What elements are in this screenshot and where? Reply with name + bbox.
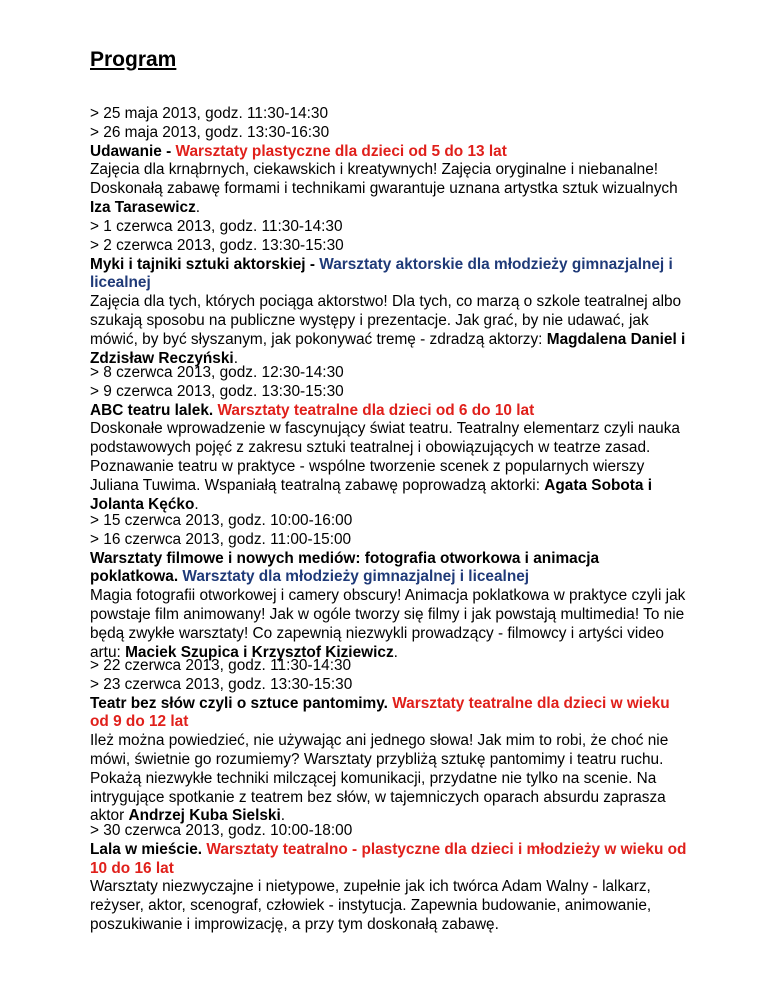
event-date: > 1 czerwca 2013, godz. 11:30-14:30	[90, 218, 343, 235]
event-desc-text: Zajęcia dla tych, których pociąga aktorstwo! Dla tych, co marzą o szkole teatralnej albo szukają sposobu na publiczne występy i prezentacje. Jak grać, by nie udawać, jak mówić, by być słyszanym, jak pokonywać tremę - zdradzą aktorzy:	[90, 293, 682, 348]
event-desc-text: Magia fotografii otworkowej i camery obscury! Animacja poklatkowa w praktyce czyli jak powstaje film animowany! Jak w ogóle tworzy się filmy i jak powstają multimedia! To nie będą zwykłe warsztaty! Co zapewnią niezwykli prowadzący - filmowcy i artyści video artu:	[90, 587, 686, 661]
event-name: Myki i tajniki sztuki aktorskiej -	[90, 255, 320, 273]
event-date: > 25 maja 2013, godz. 11:30-14:30	[90, 105, 329, 122]
event-date: > 15 czerwca 2013, godz. 10:00-16:00	[90, 512, 353, 529]
event-name: ABC teatru lalek.	[90, 401, 218, 419]
event-name: Teatr bez słów czyli o sztuce pantomimy.	[90, 694, 393, 712]
event-instructors: Andrzej Kuba Sielski	[128, 807, 281, 825]
event-section	[90, 218, 690, 368]
event-instructors: Iza Tarasewicz	[90, 198, 196, 216]
event-section	[90, 822, 690, 935]
event-desc-text: Ileż można powiedzieć, nie używając ani jednego słowa! Jak mim to robi, że choć nie mówi, świetnie go rozumiemy? Warsztaty przybliżą sztukę pantomimy i teatru ruchu. Pokażą niezwykłe techniki milczącej komunikacji, przydatne nie tylko na scenie. Na intrygujące spotkanie z teatrem bez słów, w tajemniczych oparach absurdu zaprasza aktor	[90, 732, 669, 825]
event-heading	[90, 256, 690, 294]
event-date: > 26 maja 2013, godz. 13:30-16:30	[90, 123, 330, 141]
event-desc-end: .	[280, 807, 286, 825]
event-date: > 2 czerwca 2013, godz. 13:30-15:30	[90, 236, 344, 254]
event-name: Lala w mieście.	[90, 840, 207, 858]
event-date: > 22 czerwca 2013, godz. 11:30-14:30	[90, 657, 352, 674]
event-date: > 9 czerwca 2013, godz. 13:30-15:30	[90, 382, 344, 400]
event-instructors: Magdalena Daniel i Zdzisław Reczyński	[90, 330, 686, 367]
event-desc-end: .	[194, 495, 199, 513]
event-heading	[90, 550, 690, 588]
event-desc-end: .	[195, 198, 201, 216]
event-date: > 8 czerwca 2013, godz. 12:30-14:30	[90, 364, 344, 381]
event-subtitle: Warsztaty teatralno - plastyczne dla dzieci i młodzieży w wieku od 10 do 16 lat	[90, 840, 687, 877]
event-subtitle: Warsztaty dla młodzieży gimnazjalnej i licealnej	[182, 568, 530, 586]
event-heading	[90, 695, 690, 733]
event-section	[90, 657, 690, 826]
event-heading	[90, 841, 690, 879]
event-desc-text: Doskonałe wprowadzenie w fascynujący świat teatru. Teatralny elementarz czyli nauka podstawowych pojęć z zakresu sztuki teatralnej i obowiązujących w teatrze zasad. Poznawanie teatru w praktyce - wspólne tworzenie scenek z popularnych wierszy Juliana Tuwima. Wspaniałą teatralną zabawę poprowadzą aktorki:	[90, 420, 680, 494]
event-desc-end: .	[393, 643, 398, 661]
event-section	[90, 105, 690, 218]
event-desc-end: .	[233, 349, 238, 367]
event-date: > 16 czerwca 2013, godz. 11:00-15:00	[90, 530, 352, 548]
event-instructors: Agata Sobota i Jolanta Kęćko	[90, 476, 653, 513]
event-section	[90, 512, 690, 662]
event-subtitle: Warsztaty teatralne dla dzieci od 6 do 10 lat	[217, 401, 535, 419]
event-name: Warsztaty filmowe i nowych mediów: fotografia otworkowa i animacja poklatkowa.	[90, 549, 600, 586]
event-subtitle: Warsztaty teatralne dla dzieci w wieku od 9 do 12 lat	[90, 694, 670, 731]
event-desc-text: Zajęcia dla krnąbrnych, ciekawskich i kreatywnych! Zajęcia oryginalne i niebanalne! Doskonałą zabawę formami i technikami gwarantuje uznana artystka sztuk wizualnych	[90, 161, 678, 198]
event-description	[90, 732, 690, 826]
event-description	[90, 878, 690, 934]
event-name: Udawanie -	[90, 142, 176, 160]
event-subtitle: Warsztaty plastyczne dla dzieci od 5 do 13 lat	[175, 142, 507, 160]
event-heading	[90, 402, 690, 421]
event-description	[90, 420, 690, 514]
event-description	[90, 293, 690, 368]
event-instructors: Maciek Szupica i Krzysztof Kiziewicz	[125, 643, 394, 661]
event-date: > 23 czerwca 2013, godz. 13:30-15:30	[90, 675, 353, 693]
event-date: > 30 czerwca 2013, godz. 10:00-18:00	[90, 822, 353, 839]
event-subtitle: Warsztaty aktorskie dla młodzieży gimnazjalnej i licealnej	[90, 255, 673, 292]
event-description	[90, 587, 690, 662]
page-title: Program	[90, 48, 177, 71]
event-desc-text: Warsztaty niezwyczajne i nietypowe, zupełnie jak ich twórca Adam Walny - lalkarz, reżyser, aktor, scenograf, człowiek - instytucja. Zapewnia budowanie, animowanie, poszukiwanie i improwizację, a przy tym doskonałą zabawę.	[90, 878, 652, 933]
event-heading	[90, 143, 690, 162]
event-section	[90, 364, 690, 514]
event-description	[90, 161, 690, 217]
